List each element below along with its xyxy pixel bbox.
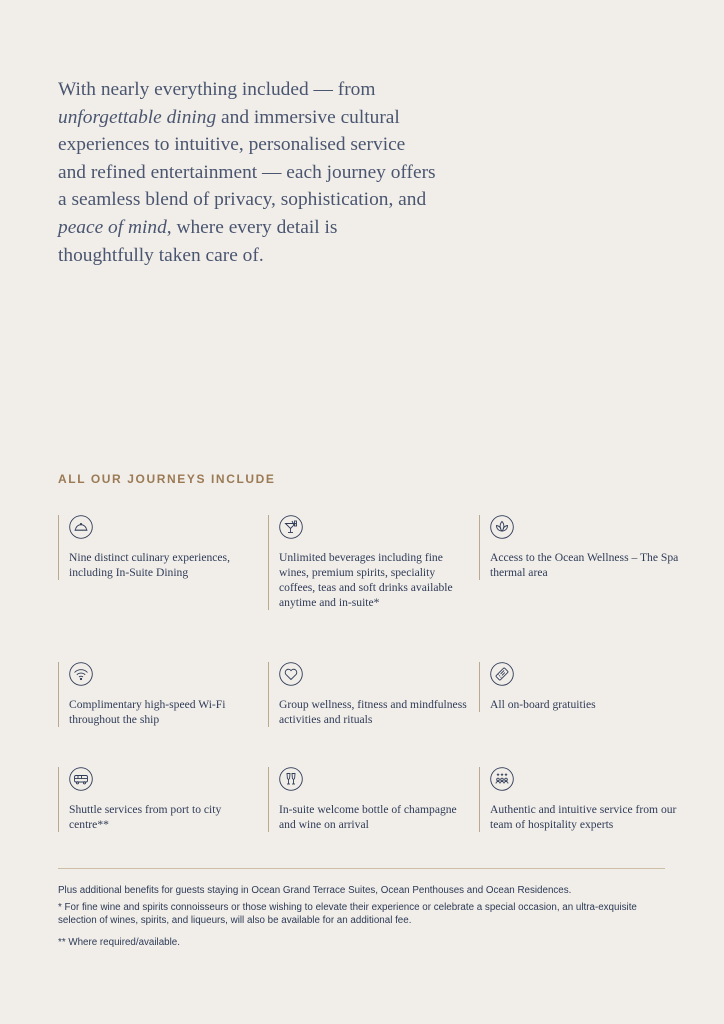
lotus-icon [490, 515, 514, 539]
feature-text: Complimentary high-speed Wi-Fi throughout the ship [69, 698, 226, 726]
cocktail-icon [279, 515, 303, 539]
feature-shuttle [58, 767, 258, 832]
ticket-icon [490, 662, 514, 686]
intro-text-2: and immersive cultural experiences to intuitive, personalised service and refined entertainment — each journey offers a seamless blend of privacy, sophistication, and [58, 106, 436, 211]
feature-text: In-suite welcome bottle of champagne and wine on arrival [279, 803, 457, 831]
team-icon [490, 767, 514, 791]
intro-emphasis-peace: peace of mind [58, 216, 167, 238]
feature-beverages [268, 515, 468, 610]
feature-text: Unlimited beverages including fine wines, premium spirits, speciality coffees, teas and soft drinks available anytime and in-suite* [279, 551, 453, 609]
feature-service [479, 767, 679, 832]
section-heading: ALL OUR JOURNEYS INCLUDE [58, 472, 276, 486]
additional-benefits-note: Plus additional benefits for guests staying in Ocean Grand Terrace Suites, Ocean Penthouses and Ocean Residences. [58, 885, 572, 896]
heart-icon [279, 662, 303, 686]
feature-text: Shuttle services from port to city centre** [69, 803, 222, 831]
feature-text: Access to the Ocean Wellness – The Spa thermal area [490, 551, 679, 579]
champagne-glasses-icon [279, 767, 303, 791]
feature-text: All on-board gratuities [490, 698, 596, 711]
intro-paragraph [58, 76, 438, 269]
footnote-wine: * For fine wine and spirits connoisseurs or those wishing to elevate their experience or celebrate a special occasion, an ultra-exquisite selection of wines, spirits, and liqueurs, will also be available for an additional fee. [58, 901, 637, 926]
feature-welcome-bottle [268, 767, 468, 832]
feature-text: Group wellness, fitness and mindfulness activities and rituals [279, 698, 467, 726]
feature-wifi [58, 662, 258, 727]
feature-text: Nine distinct culinary experiences, including In-Suite Dining [69, 551, 230, 579]
footnote-availability: ** Where required/available. [58, 936, 180, 948]
wifi-icon [69, 662, 93, 686]
intro-text-1: With nearly everything included — from [58, 79, 376, 100]
feature-text: Authentic and intuitive service from our team of hospitality experts [490, 803, 677, 831]
shuttle-bus-icon [69, 767, 93, 791]
feature-culinary [58, 515, 258, 580]
intro-text-3: , where every detail is thoughtfully taken care of. [58, 216, 338, 266]
cloche-icon [69, 515, 93, 539]
svg-text:★★★: ★★★ [495, 773, 509, 778]
notes-section [58, 884, 658, 957]
divider [58, 868, 665, 869]
feature-gratuities [479, 662, 679, 712]
feature-wellness [268, 662, 468, 727]
feature-spa [479, 515, 679, 580]
intro-emphasis-dining: unforgettable dining [58, 106, 217, 128]
